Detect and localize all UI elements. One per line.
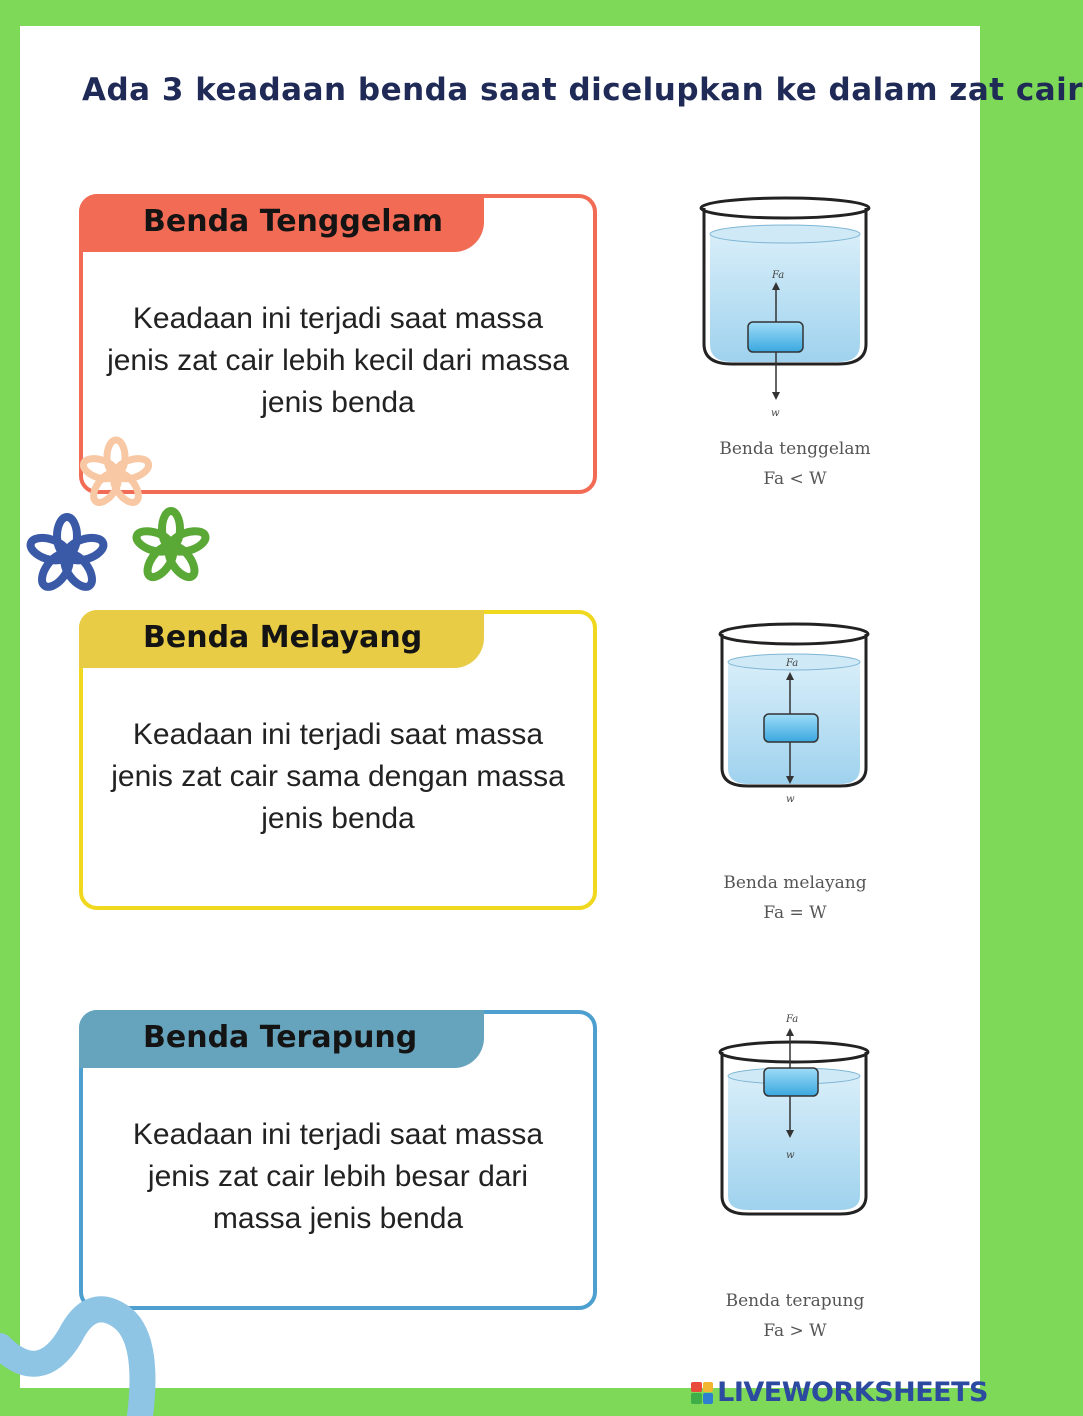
card-heading: Benda Terapung (143, 1020, 418, 1055)
beaker-float-illustration (680, 618, 910, 848)
card-description: Keadaan ini terjadi saat massa jenis zat cair lebih besar dari massa jenis benda (132, 1118, 544, 1235)
beaker-sink-illustration (680, 194, 910, 434)
worksheet-page (20, 26, 1083, 1388)
figure-relation: Fa = W (763, 903, 827, 923)
card-description: Keadaan ini terjadi saat massa jenis zat cair sama dengan massa jenis benda (111, 718, 565, 835)
brand-name: LIVEWORKSHEETS (717, 1377, 988, 1408)
card-benda-tenggelam (79, 194, 597, 494)
card-heading-tab (79, 610, 484, 668)
card-benda-terapung (79, 1010, 597, 1310)
peach-flower-icon (76, 434, 156, 514)
figure-benda-tenggelam (680, 194, 910, 494)
w-label: w (786, 794, 795, 805)
card-heading-tab (79, 194, 484, 252)
fa-label: Fa (786, 1014, 799, 1025)
fa-label: Fa (786, 658, 799, 669)
figure-benda-terapung (680, 1008, 910, 1346)
card-benda-melayang (79, 610, 597, 910)
card-heading: Benda Melayang (143, 620, 423, 655)
liveworksheets-grid-icon (691, 1382, 713, 1404)
figure-relation: Fa > W (763, 1321, 827, 1341)
card-heading-tab (79, 1010, 484, 1068)
page-title: Ada 3 keadaan benda saat dicelupkan ke dalam zat cair (82, 72, 1083, 108)
card-description: Keadaan ini terjadi saat massa jenis zat cair lebih kecil dari massa jenis benda (107, 302, 569, 419)
w-label: w (771, 408, 780, 419)
w-label: w (786, 1150, 795, 1161)
card-heading: Benda Tenggelam (143, 204, 443, 239)
beaker-rise-illustration (680, 1008, 910, 1238)
liveworksheets-logo[interactable] (691, 1377, 988, 1408)
figure-caption: Benda tenggelam (719, 439, 871, 459)
figure-caption: Benda melayang (723, 873, 867, 893)
fa-label: Fa (772, 270, 785, 281)
blue-flower-icon (22, 510, 112, 600)
figure-caption: Benda terapung (725, 1291, 865, 1311)
green-flower-icon (128, 504, 214, 590)
squiggle-decoration (0, 1276, 200, 1416)
figure-relation: Fa < W (763, 469, 827, 489)
figure-benda-melayang (680, 618, 910, 928)
